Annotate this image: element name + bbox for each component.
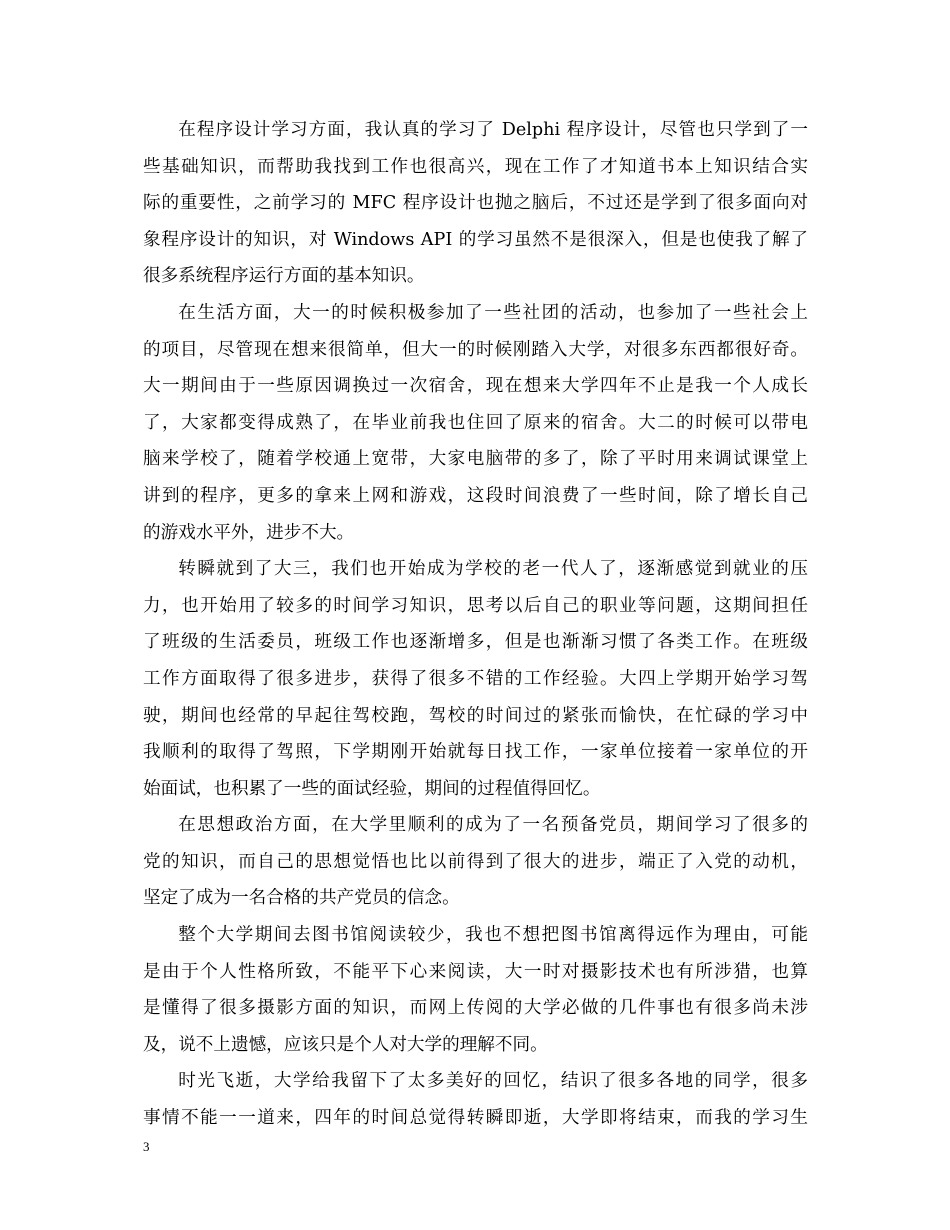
paragraph-line: 始面试，也积累了一些的面试经验，期间的过程值得回忆。	[143, 778, 601, 799]
paragraph-line: 在生活方面，大一的时候积极参加了一些社团的活动，也参加了一些社会上	[178, 302, 808, 323]
paragraph-line: 是由于个人性格所致，不能平下心来阅读，大一时对摄影技术也有所涉猎，也算	[143, 961, 808, 982]
paragraph-line: 的游戏水平外，进步不大。	[143, 522, 355, 543]
paragraph-line: 些基础知识，而帮助我找到工作也很高兴，现在工作了才知道书本上知识结合实	[143, 156, 808, 177]
paragraph-line: 了，大家都变得成熟了，在毕业前我也住回了原来的宿舍。大二的时候可以带电	[143, 412, 808, 433]
paragraph-line: 工作方面取得了很多进步，获得了很多不错的工作经验。大四上学期开始学习驾	[143, 668, 808, 689]
paragraph-line: 讲到的程序，更多的拿来上网和游戏，这段时间浪费了一些时间，除了增长自己	[143, 485, 808, 506]
paragraph-line: 的项目，尽管现在想来很简单，但大一的时候刚踏入大学，对很多东西都很好奇。	[143, 339, 808, 360]
paragraph	[143, 807, 808, 917]
paragraph-line: 大一期间由于一些原因调换过一次宿舍，现在想来大学四年不止是我一个人成长	[143, 376, 808, 397]
paragraph-line: 脑来学校了，随着学校通上宽带，大家电脑带的多了，除了平时用来调试课堂上	[143, 449, 808, 470]
paragraph-line: 是懂得了很多摄影方面的知识，而网上传阅的大学必做的几件事也有很多尚未涉	[143, 998, 808, 1019]
paragraph-line: 了班级的生活委员，班级工作也逐渐增多，但是也渐渐习惯了各类工作。在班级	[143, 632, 808, 653]
paragraph-line: 我顺利的取得了驾照，下学期刚开始就每日找工作，一家单位接着一家单位的开	[143, 742, 808, 763]
paragraph-line: 象程序设计的知识，对 Windows API 的学习虽然不是很深入，但是也使我了解了	[143, 229, 808, 250]
paragraph	[143, 112, 808, 295]
paragraph-line: 整个大学期间去图书馆阅读较少，我也不想把图书馆离得远作为理由，可能	[178, 925, 808, 946]
paragraph-line: 坚定了成为一名合格的共产党员的信念。	[143, 888, 460, 909]
paragraph-line: 时光飞逝，大学给我留下了太多美好的回忆，结识了很多各地的同学，很多	[178, 1071, 808, 1092]
paragraph-line: 及，说不上遗憾，应该只是个人对大学的理解不同。	[143, 1034, 548, 1055]
paragraph-line: 在程序设计学习方面，我认真的学习了 Delphi 程序设计，尽管也只学到了一	[178, 120, 808, 140]
paragraph	[143, 551, 808, 807]
page-number: 3	[143, 1139, 150, 1154]
paragraph-line: 党的知识，而自己的思想觉悟也比以前得到了很大的进步，端正了入党的动机，	[143, 851, 808, 872]
paragraph-line: 转瞬就到了大三，我们也开始成为学校的老一代人了，逐渐感觉到就业的压	[178, 559, 808, 580]
paragraph-line: 很多系统程序运行方面的基本知识。	[143, 266, 425, 287]
paragraph-line: 驶，期间也经常的早起往驾校跑，驾校的时间过的紧张而愉快，在忙碌的学习中	[143, 705, 808, 726]
paragraph	[143, 1063, 808, 1136]
paragraph	[143, 917, 808, 1063]
paragraph	[143, 295, 808, 551]
paragraph-line: 事情不能一一道来，四年的时间总觉得转瞬即逝，大学即将结束，而我的学习生	[143, 1108, 808, 1129]
document-body	[143, 112, 808, 1137]
paragraph-line: 力，也开始用了较多的时间学习知识，思考以后自己的职业等问题，这期间担任	[143, 595, 808, 616]
paragraph-line: 在思想政治方面，在大学里顺利的成为了一名预备党员，期间学习了很多的	[178, 815, 808, 836]
paragraph-line: 际的重要性，之前学习的 MFC 程序设计也抛之脑后，不过还是学到了很多面向对	[143, 193, 808, 214]
